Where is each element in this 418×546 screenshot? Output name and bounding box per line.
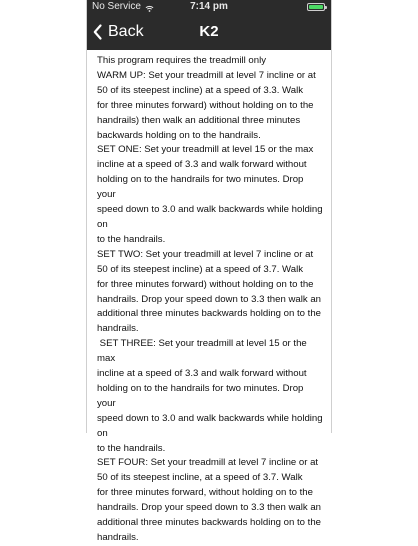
nav-bar [87,14,331,50]
description-line: to the handrails. [97,233,166,245]
description-line: handrails. Drop your speed down to 3.3 then walk an [97,293,321,305]
description-line: speed down to 3.0 and walk backwards while holding on [97,412,326,439]
description-line: handrails) then walk an additional three minutes [97,114,301,126]
page-title: K2 [199,23,219,40]
back-label: Back [108,23,144,40]
back-button[interactable] [93,14,144,50]
program-description [87,50,331,546]
description-line: 50 of its steepest incline, at a speed of 3.7. Walk [97,472,303,484]
description-line: holding on to the handrails for two minutes. Drop your [97,174,307,201]
battery-icon [307,3,325,11]
status-time: 7:14 pm [190,1,228,12]
description-line: incline at a speed of 3.3 and walk forward without [97,368,307,380]
description-line: backwards holding on to the handrails. [97,129,261,141]
description-line: handrails. [97,532,139,543]
description-line: incline at a speed of 3.3 and walk forward without [97,159,307,171]
description-line: SET ONE: Set your treadmill at level 15 or the max [97,144,314,156]
description-line: SET FOUR: Set your treadmill at level 7 incline or at [97,457,319,469]
description-line: handrails. [97,323,139,335]
description-line: for three minutes forward) without holding on to the [97,99,314,111]
description-line: SET TWO: Set your treadmill at level 7 incline or at [97,248,314,260]
description-line: SET THREE: Set your treadmill at level 15 or the max [97,338,310,365]
carrier-label: No Service [92,1,141,12]
description-line: for three minutes forward) without holding on to the [97,278,314,290]
battery-level [309,5,323,9]
chevron-left-icon [93,24,102,40]
description-line: additional three minutes backwards holding on to the [97,517,321,529]
description-line: 50 of its steepest incline) at a speed of 3.3. Walk [97,84,304,96]
phone-screen [87,0,331,543]
description-line: 50 of its steepest incline) at a speed of 3.7. Walk [97,263,304,275]
description-line: to the handrails. [97,442,166,454]
description-line: handrails. Drop your speed down to 3.3 then walk an [97,502,321,514]
description-line: holding on to the handrails for two minutes. Drop your [97,382,307,409]
description-line: for three minutes forward, without holding on to the [97,487,313,499]
description-line: additional three minutes backwards holding on to the [97,308,321,320]
status-bar [87,0,331,14]
description-line: WARM UP: Set your treadmill at level 7 incline or at [97,69,316,81]
description-line: speed down to 3.0 and walk backwards while holding on [97,204,326,230]
description-line: This program requires the treadmill only [97,55,267,66]
